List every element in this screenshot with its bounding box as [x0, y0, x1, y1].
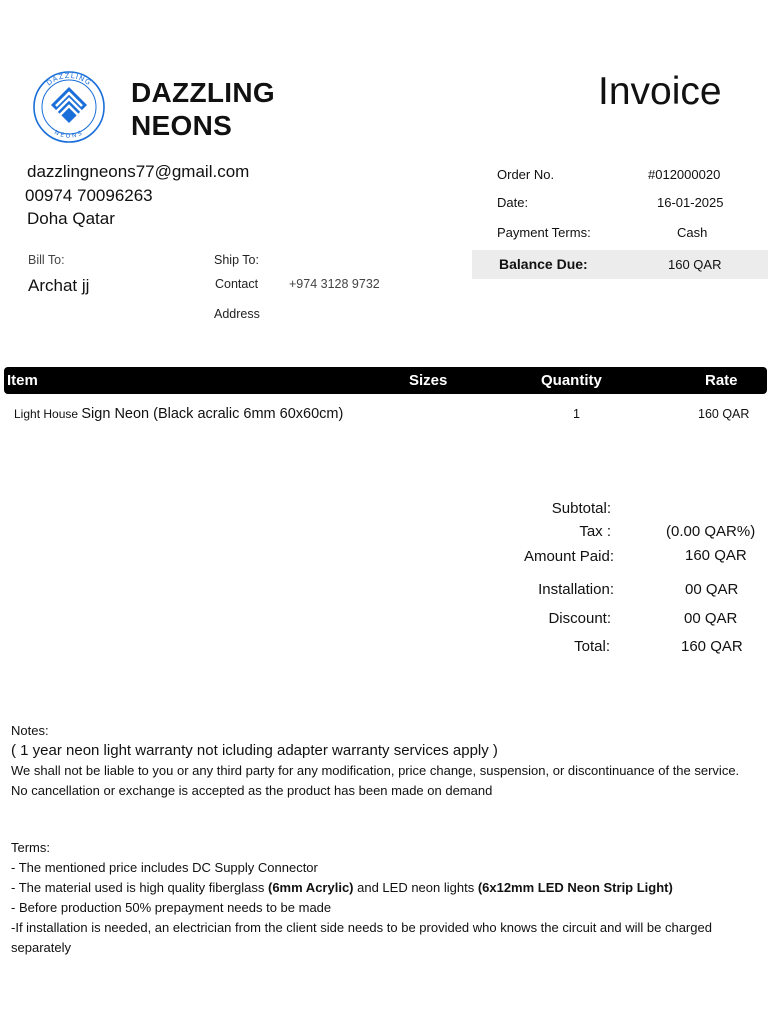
header-item: Item	[7, 372, 38, 389]
company-name	[131, 76, 275, 142]
logo-text-top: DAZZLING	[45, 71, 93, 88]
term-2	[11, 878, 761, 898]
items-table-header	[4, 367, 767, 394]
liability-note: We shall not be liable to you or any third party for any modification, price change, suspension, or discontinuance of the service.	[11, 763, 740, 778]
term-4: -If installation is needed, an electrician from the client side needs to be provided who knows the circuit and will be charged separately	[11, 920, 712, 955]
balance-due-label: Balance Due:	[499, 256, 588, 272]
ship-contact-value: +974 3128 9732	[289, 277, 380, 291]
svg-text:NEONS	[53, 129, 85, 140]
term-1: - The mentioned price includes DC Supply Connector	[11, 860, 318, 875]
cancellation-note: No cancellation or exchange is accepted as the product has been made on demand	[11, 783, 493, 798]
term-2-d: (6x12mm LED Neon Strip Light)	[477, 880, 673, 895]
item-name-prefix: Light House	[14, 407, 82, 421]
installation-value: 00 QAR	[685, 581, 739, 598]
company-email: dazzlingneons77@gmail.com	[27, 162, 250, 181]
discount-label: Discount:	[548, 610, 611, 627]
term-2-a: - The material used is high quality fiberglass	[11, 880, 268, 895]
ship-to-label: Ship To:	[214, 253, 259, 267]
item-rate: 160 QAR	[698, 407, 750, 421]
item-quantity: 1	[573, 407, 580, 421]
company-location: Doha Qatar	[27, 209, 115, 228]
warranty-note: ( 1 year neon light warranty not icluding adapter warranty services apply )	[11, 742, 498, 759]
bill-to-label: Bill To:	[28, 253, 65, 267]
date-label: Date:	[497, 195, 529, 210]
terms-heading: Terms:	[11, 840, 50, 855]
ship-address-label: Address	[214, 307, 260, 321]
table-row	[14, 406, 343, 422]
installation-label: Installation:	[538, 581, 614, 598]
company-name-line2: NEONS	[131, 110, 233, 141]
notes-section	[11, 721, 761, 801]
term-2-c: and LED neon lights	[353, 880, 478, 895]
amount-paid-value: 160 QAR	[685, 547, 747, 564]
discount-value: 00 QAR	[684, 610, 738, 627]
company-name-line1: DAZZLING	[131, 77, 275, 108]
subtotal-label: Subtotal:	[551, 500, 611, 517]
order-number-value: #012000020	[648, 167, 721, 182]
total-label: Total:	[574, 638, 610, 655]
ship-contact-label: Contact	[215, 277, 259, 291]
total-value: 160 QAR	[681, 638, 743, 655]
tax-value: (0.00 QAR%)	[666, 523, 756, 540]
item-name: Sign Neon (Black acralic 6mm 60x60cm)	[81, 406, 344, 422]
notes-heading: Notes:	[11, 723, 49, 738]
date-value: 16-01-2025	[657, 195, 724, 210]
company-phone: 00974 70096263	[25, 186, 153, 205]
term-3: - Before production 50% prepayment needs to be made	[11, 900, 332, 915]
header-sizes: Sizes	[409, 372, 448, 389]
terms-section	[11, 838, 761, 958]
payment-terms-value: Cash	[677, 225, 708, 240]
svg-text:DAZZLING	[45, 72, 93, 87]
payment-terms-label: Payment Terms:	[497, 225, 591, 240]
logo-text-bottom: NEONS	[53, 128, 85, 140]
bill-to-name: Archat jj	[28, 276, 90, 295]
order-number-label: Order No.	[497, 167, 555, 182]
header-quantity: Quantity	[541, 372, 602, 389]
term-2-b: (6mm Acrylic)	[268, 880, 354, 895]
header-rate: Rate	[705, 372, 738, 389]
amount-paid-label: Amount Paid:	[523, 548, 614, 565]
tax-label: Tax :	[579, 523, 611, 540]
balance-due-value: 160 QAR	[668, 257, 722, 272]
document-title: Invoice	[598, 70, 722, 113]
brand-logo	[29, 70, 109, 143]
